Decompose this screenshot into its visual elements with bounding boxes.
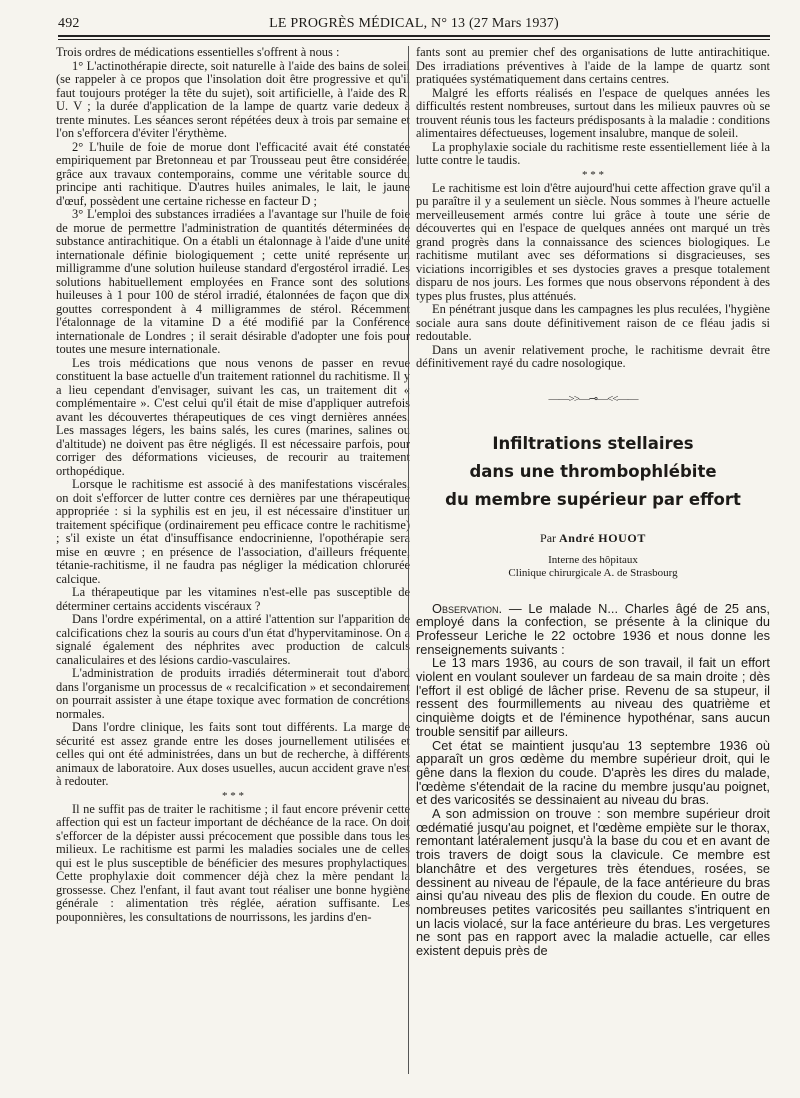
paragraph: Le rachitisme est loin d'être aujourd'hui cette affection grave qu'il a pu paraître il y a seulement un siècle. Nous sommes à l'heure actuelle merveilleusement armés contre lui grâce à toute une série de découvertes qui en l'espace de quelques années ont marqué un très grand progrès dans la connaissance des sciences biologiques. Le rachitisme mutilant avec ses déformations si disgracieuses, ses viciations incorrigibles et ses dystocies graves a presque totalement disparu de nos jours. Les formes que nous observons répondent à des types plus frustes, plus atténués.	[416, 180, 770, 303]
paragraph: Dans un avenir relativement proche, le rachitisme devrait être définitivement rayé du cadre nosologique.	[416, 342, 770, 370]
byline	[416, 532, 770, 546]
column-divider	[408, 46, 409, 1074]
left-column	[56, 46, 410, 924]
paragraph: La prophylaxie sociale du rachitisme reste essentiellement liée à la lutte contre le taudis.	[416, 139, 770, 167]
author-name: André HOUOT	[559, 531, 646, 545]
paragraph: Il ne suffit pas de traiter le rachitisme ; il faut encore prévenir cette affection qui est un facteur important de déchéance de la race. On doit s'efforcer de la dépister aussi précocement que possible dans tous les milieux. Le rachitisme est parmi les maladies sociales une de celles qui est le plus susceptible de bénéficier des mesures prophylactiques. Cette prophylaxie doit commencer déjà chez la mère pendant la grossesse. Chez l'enfant, il faut avant tout réaliser une bonne hygiène générale : alimentation très réglée, aération suffisante. Les pouponnières, les consultations de nourrissons, les jardins d'en-	[56, 801, 410, 924]
header-rule-thin	[58, 39, 770, 40]
section-ornament: ——>>—⊸—<<——	[548, 392, 638, 405]
article-paragraph	[416, 602, 770, 657]
paragraph: En pénétrant jusque dans les campagnes les plus reculées, l'hygiène sociale aura sans doute définitivement raison de ce fléau jadis si redoutable.	[416, 302, 770, 343]
paragraph: La thérapeutique par les vitamines n'est-elle pas susceptible de déterminer certains accidents viscéraux ?	[56, 585, 410, 613]
page-header	[58, 12, 770, 34]
paragraph-text: — Le malade N... Charles âgé de 25 ans, employé dans la confection, se présente à la clinique du Professeur Leriche le 22 octobre 1936 et nous donne les renseignements suivants :	[416, 600, 770, 657]
header-rule	[58, 35, 770, 37]
paragraph: Lorsque le rachitisme est associé à des manifestations viscérales, on doit s'efforcer de lutter contre ces dernières par une thérapeutique appropriée : si la syphilis est en jeu, il est nécessaire d'instituer un traitement spécifique (ordinairement peu efficace contre le rachitisme) ; s'il existe un état d'insuffisance endocrinienne, l'opothérapie sera mise en œuvre ; en présence de l'association, d'ailleurs fréquente, tétanie-rachitisme, il ne faudra pas négliger la médication chlorurée calcique.	[56, 477, 410, 586]
paragraph: Malgré les efforts réalisés en l'espace de quelques années les difficultés restent nombreuses, surtout dans les milieux pauvres où se trouvent réunis tous les facteurs prédisposants à la maladie : conditions alimentaires défectueuses, logement insalubre, manque de soleil.	[416, 85, 770, 140]
paragraph: 1° L'actinothérapie directe, soit naturelle à l'aide des bains de soleil (se rappeler à ce propos que l'insolation doit être progressive et qu'il faut toujours protéger la tête du sujet), soit artificielle, à l'aide des R. U. V ; la durée d'application de la lampe de quartz varie dedeux à trente minutes. Les séances seront répétées deux à trois par semaine et l'on s'efforcera d'éviter l'érythème.	[56, 58, 410, 140]
journal-title: LE PROGRÈS MÉDICAL, N° 13 (27 Mars 1937)	[269, 16, 559, 31]
right-column-text	[416, 46, 770, 371]
paragraph: Dans l'ordre expérimental, on a attiré l'attention sur l'apparition de calcifications chez la souris au cours d'un état d'hypervitaminose. On a signalé également des néphrites avec production de calculs canaliculaires et des lésions cardio-vasculaires.	[56, 612, 410, 667]
right-column	[416, 46, 770, 958]
section-stars: * * *	[582, 168, 604, 181]
article-paragraph: Le 13 mars 1936, au cours de son travail, il fait un effort violent en voulant soulever un fardeau de sa main droite ; dès l'effort il est obligé de lâcher prise. Revenu de sa stupeur, il ressent des fourmillements au niveau des quatrième et cinquième doigts et de l'éminence hypothénar, sans aucun trouble sensitif par ailleurs.	[416, 655, 770, 739]
paragraph: Dans l'ordre clinique, les faits sont tout différents. La marge de sécurité est assez grande entre les doses journellement utilisées et celles qui ont été administrées, dans un but de recherche, à différents animaux de laboratoire. Aux doses usuelles, aucun accident grave n'est à redouter.	[56, 720, 410, 788]
article-title	[416, 430, 770, 514]
paragraph: fants sont au premier chef des organisations de lutte antirachitique. Des irradiations préventives à l'aide de la lampe de quartz sont pratiquées systématiquement dans certains centres.	[416, 45, 770, 86]
paragraph: Trois ordres de médications essentielles s'offrent à nous :	[56, 45, 340, 59]
affiliation-line: Clinique chirurgicale A. de Strasbourg	[508, 566, 678, 579]
article-paragraph: Cet état se maintient jusqu'au 13 septembre 1936 où apparaît un gros œdème du membre supérieur droit, qui le gêne dans la flexion du coude. D'après les dires du malade, l'œdème s'étendait de la racine du membre jusqu'au poignet, et des varicosités se dessinaient au niveau du bras.	[416, 737, 770, 808]
paragraph: 2° L'huile de foie de morue dont l'efficacité avait été constatée empiriquement par Bretonneau et par Trousseau peut être considérée, grâce aux travaux contemporains, comme une véritable source du principe anti rachitique. D'autres huiles animales, le lait, le jaune d'œuf, possèdent une certaine richesse en facteur D ;	[56, 139, 410, 208]
paragraph: 3° L'emploi des substances irradiées a l'avantage sur l'huile de foie de morue de permettre l'administration de quantités déterminées de substance antirachitique. On a établi un étalonnage à l'aide d'une unité internationale définie biologiquement ; cette unité représente un milligramme d'une solution huileuse standard d'ergostérol irradié. Les solutions habituellement employées en France sont des solutions huileuses à 1 pour 100 de stérol irradié, étalonnées de façon que dix gouttes correspondent à 4 milligrammes de stérol. Récemment l'étalonnage de la vitamine D a été modifié par la Conférence internationale de Londres ; il serait désirable d'adopter une fois pour toutes une mesure internationale.	[56, 207, 410, 356]
article-title-line: du membre supérieur par effort	[445, 490, 741, 509]
affiliation-line: Interne des hôpitaux	[548, 553, 638, 566]
article-title-line: dans une thrombophlébite	[469, 462, 717, 481]
paragraph: Les trois médications que nous venons de passer en revue constituent la base actuelle d'un traitement rationnel du rachitisme. Il y a lieu cependant d'envisager, suivant les cas, un traitement dit « complémentaire ». C'est celui qu'il était de mise d'appliquer autrefois avant les découvertes thérapeutiques de ces vingt dernières années. Les massages légers, les bains salés, les cures (marines, salines ou d'altitude) ne doivent pas être négligés. Il est nécessaire parfois, pour corriger des déformations vicieuses, de recourir au traitement orthopédique.	[56, 355, 410, 478]
paragraph: L'administration de produits irradiés déterminerait tout d'abord dans l'organisme un processus de « recalcification » et secondairement on pourrait assister à une étape toxique avec formation de concrétions normales.	[56, 666, 410, 721]
section-stars: * * *	[222, 789, 244, 802]
article-title-line: Infiltrations stellaires	[492, 434, 694, 453]
page-number: 492	[58, 16, 80, 31]
observation-label: Observation.	[432, 600, 503, 616]
byline-prefix: Par	[540, 531, 557, 545]
article-paragraph: A son admission on trouve : son membre supérieur droit œdématié jusqu'au poignet, et l'œdème empiète sur le thorax, remontant latéralement jusqu'à la base du cou et en avant de trois travers de doigt sous la clavicule. Ce membre est blanchâtre et des vergetures très étendues, rosées, se dessinent au niveau de l'épaule, de la face antérieure du bras ainsi qu'au niveau des plis de flexion du coude. En outre de nombreuses petites varicosités peu saillantes s'intriquent en un lacis violacé, sur la face antérieure du bras. Les vergetures ne sont pas en rapport avec la maladie actuelle, car elles existent depuis près de	[416, 806, 770, 959]
article-body	[416, 602, 770, 958]
